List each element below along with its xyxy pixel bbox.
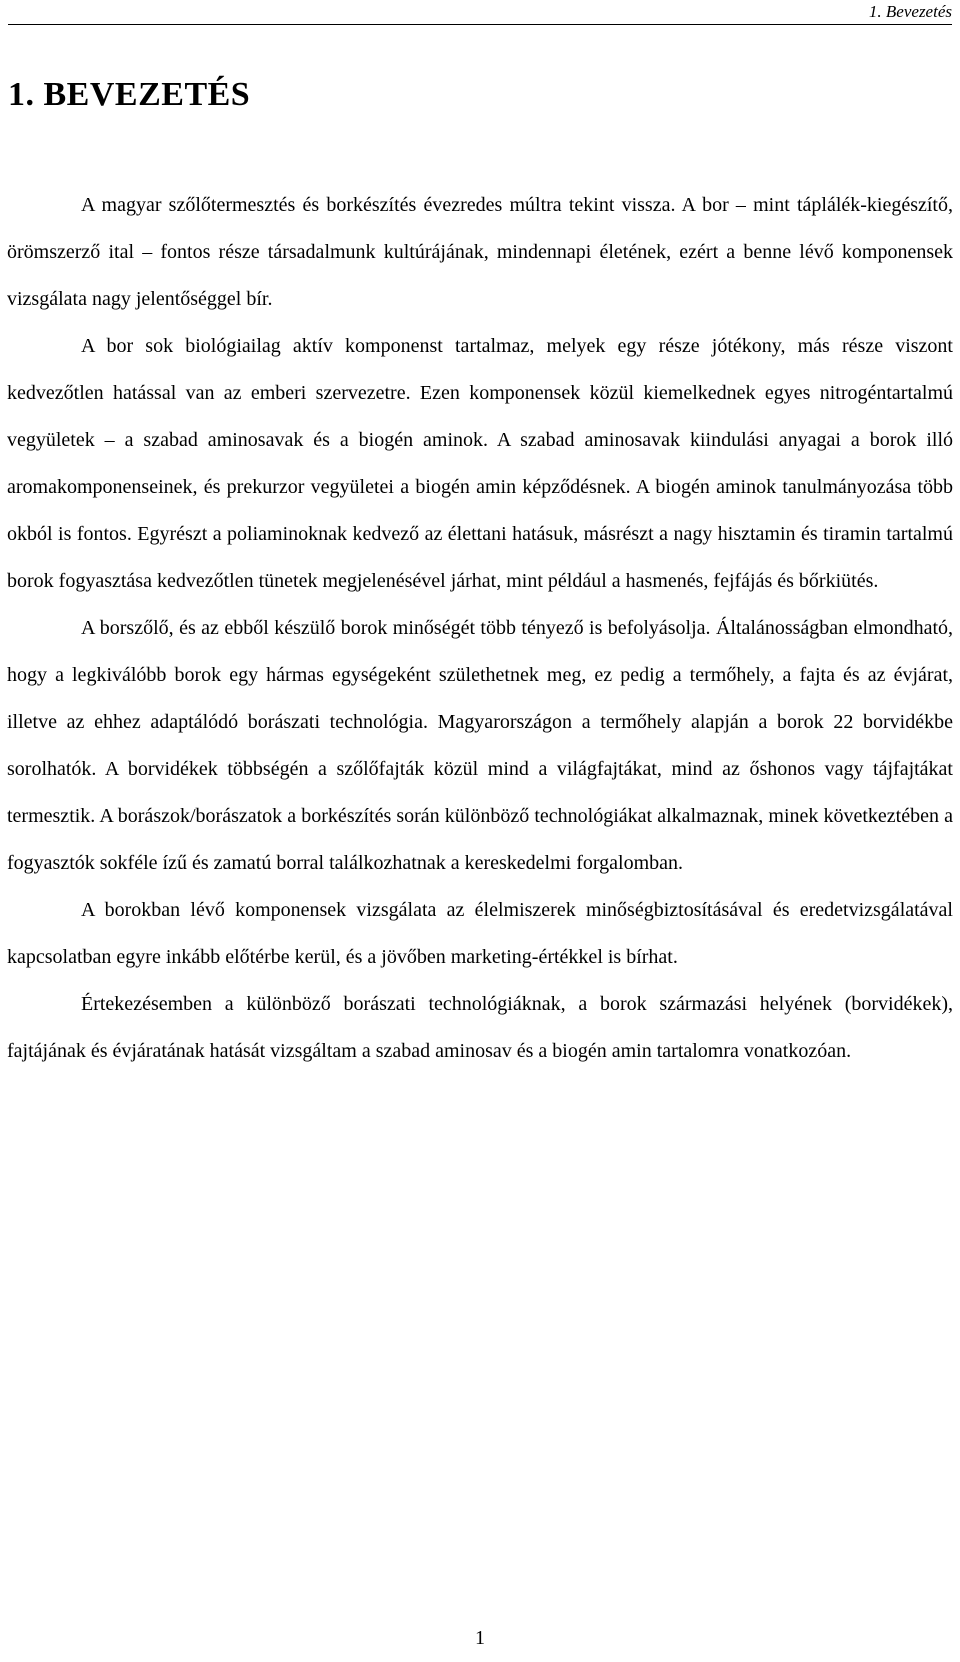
body-text xyxy=(7,182,953,1075)
running-header xyxy=(8,0,952,25)
paragraph: A bor sok biológiailag aktív komponenst tartalmaz, melyek egy része jótékony, más része viszont kedvezőtlen hatással van az emberi szervezetre. Ezen komponensek közül kiemelkednek egyes nitrogéntartalmú vegyületek – a szabad aminosavak és a biogén aminok. A szabad aminosavak kiindulási anyagai a borok illó aromakomponenseinek, és prekurzor vegyületei a biogén amin képződésnek. A biogén aminok tanulmányozása több okból is fontos. Egyrészt a poliaminoknak kedvező az élettani hatásuk, másrészt a nagy hisztamin és tiramin tartalmú borok fogyasztása kedvezőtlen tünetek megjelenésével járhat, mint például a hasmenés, fejfájás és bőrkiütés. xyxy=(7,335,953,592)
running-header-title: 1. Bevezetés xyxy=(868,2,952,21)
paragraph: A magyar szőlőtermesztés és borkészítés évezredes múltra tekint vissza. A bor – mint táplálék-kiegészítő, örömszerző ital – fontos része társadalmunk kultúrájának, mindennapi életének, ezért a benne lévő komponensek vizsgálata nagy jelentőséggel bír. xyxy=(7,194,953,310)
paragraph: Értekezésemben a különböző borászati technológiáknak, a borok származási helyének (borvidékek), fajtájának és évjáratának hatását vizsgáltam a szabad aminosav és a biogén amin tartalomra vonatkozóan. xyxy=(7,993,953,1062)
paragraph: A borokban lévő komponensek vizsgálata az élelmiszerek minőségbiztosításával és eredetvizsgálatával kapcsolatban egyre inkább előtérbe kerül, és a jövőben marketing-értékkel is bírhat. xyxy=(7,899,953,968)
chapter-title: 1. BEVEZETÉS xyxy=(8,76,251,113)
page-number: 1 xyxy=(475,1627,485,1649)
paragraph: A borszőlő, és az ebből készülő borok minőségét több tényező is befolyásolja. Általánosságban elmondható, hogy a legkiválóbb borok egy hármas egységeként születhetnek meg, ez pedig a termőhely, a fajta és az évjárat, illetve az ehhez adaptálódó borászati technológia. Magyarországon a termőhely alapján a borok 22 borvidékbe sorolhatók. A borvidékek többségén a szőlőfajták közül mind a világfajtákat, mind az őshonos vagy tájfajtákat termesztik. A borászok/borászatok a borkészítés során különböző technológiákat alkalmaznak, minek következtében a fogyasztók sokféle ízű és zamatú borral találkozhatnak a kereskedelmi forgalomban. xyxy=(7,617,953,874)
